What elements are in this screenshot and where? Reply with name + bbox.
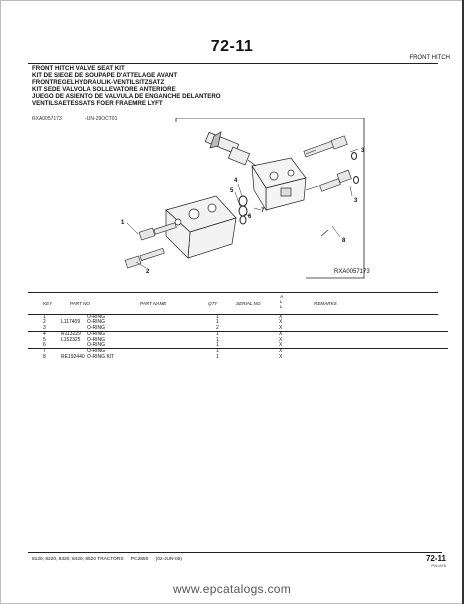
spool-assembly: [205, 132, 256, 166]
illustration-caption: RXA0057173: [334, 269, 370, 275]
header-rule: [28, 63, 438, 64]
title-it: KIT SEDE VALVOLA SOLLEVATORE ANTERIORE: [32, 86, 176, 93]
callout-labels: [121, 148, 365, 275]
title-sv: VENTILSAETESSATS FOER FRAEMRE LYFT: [32, 100, 163, 107]
col-qty: QTY: [208, 301, 218, 306]
fittings-lower-left: [125, 223, 176, 268]
col-part-no: PART NO: [70, 301, 90, 306]
reference-line: [32, 116, 117, 122]
col-part-name: PART NAME: [140, 301, 167, 306]
callout-3b: 3: [354, 198, 358, 204]
page-number: 72-11: [210, 38, 254, 55]
table-row: 3 O-RING 2 X: [43, 324, 283, 331]
table-row: 2 L117409 O-RING 1 X: [43, 319, 283, 326]
table-row: 8 RE192440 O-RING KIT 1 X: [43, 353, 283, 360]
title-en: FRONT HITCH VALVE SEAT KIT: [32, 65, 125, 72]
table-row: 1 O-RING 1 X: [43, 314, 283, 320]
callout-5: 5: [230, 188, 234, 194]
table-row: 4 R113229 O-RING 1 X: [28, 331, 448, 337]
title-es: JUEGO DE ASIENTO DE VALVULA DE ENGANCHE DELANTERO: [32, 93, 221, 100]
callout-1: 1: [121, 220, 125, 226]
title-block: [32, 65, 221, 107]
footer-rule: [28, 552, 442, 553]
reference-image-id: RXA0057173: [32, 116, 62, 122]
callout-3a: 3: [361, 148, 365, 154]
title-de: FRONTREGELHYDRAULIK-VENTILSITZSATZ: [32, 79, 165, 86]
valve-body-upper: [252, 158, 306, 210]
footer-page-code: PN=876: [431, 563, 446, 568]
exploded-view-illustration: [106, 118, 366, 284]
table-row: 6 O-RING 1 X: [43, 341, 283, 348]
table-header: [28, 294, 448, 314]
title-fr: KIT DE SIEGE DE SOUPAPE D'ATTELAGE AVANT: [32, 72, 178, 79]
footer-catalog: PC2850: [130, 557, 149, 562]
col-all: A L L: [280, 294, 284, 309]
section-title: FRONT HITCH: [409, 55, 450, 61]
callout-7: 7: [261, 208, 265, 214]
col-remarks: REMARKS: [314, 301, 337, 306]
footer-page-number: 72-11: [425, 554, 446, 563]
reference-date-code: -UN-29OCT01: [85, 116, 118, 122]
footer-models: 8120, 8220, 8320, 8420, 8520 TRACTORS: [32, 557, 124, 562]
col-key: KEY: [43, 301, 53, 306]
watermark-text: www.epcatalogs.com: [172, 582, 292, 596]
table-row: 5 L152325 O-RING 1 X: [43, 336, 283, 343]
callout-8: 8: [342, 238, 346, 244]
col-serial-no: SERIAL NO.: [236, 301, 262, 306]
callout-4: 4: [234, 178, 238, 184]
callout-6: 6: [248, 214, 252, 220]
table-top-rule: [28, 292, 438, 293]
footer-info: [32, 557, 182, 562]
table-row: 7 O-RING 1 X: [28, 348, 448, 354]
parts-table: [28, 315, 448, 360]
footer-date: (02-JUN-05): [155, 557, 182, 562]
spool-right: [304, 136, 351, 191]
callout-2: 2: [146, 269, 150, 275]
